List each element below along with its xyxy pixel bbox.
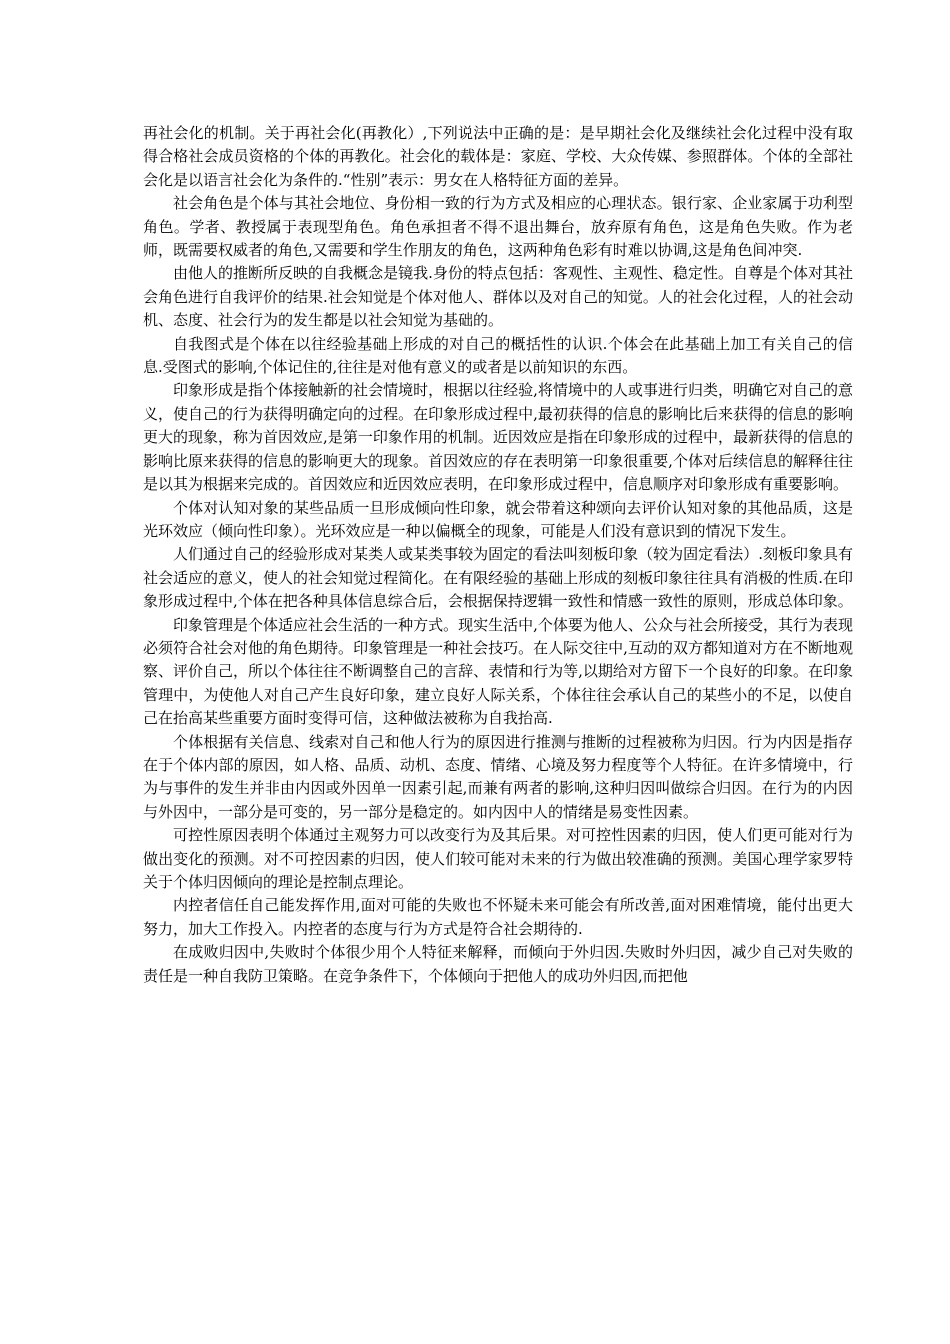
paragraph-halo-effect: 个体对认知对象的某些品质一旦形成倾向性印象，就会带着这种颂向去评价认知对象的其他品质，这是光环效应（倾向性印象）。光环效应是一种以偏概全的现象，可能是人们没有意识到的情况下发生。 (143, 498, 853, 540)
paragraph-internal-locus: 内控者信任自己能发挥作用,面对可能的失败也不怀疑未来可能会有所改善,面对困难情境，能付出更大努力，加大工作投入。内控者的态度与行为方式是符合社会期待的. (143, 896, 853, 938)
paragraph-attribution: 个体根据有关信息、线索对自己和他人行为的原因进行推测与推断的过程被称为归因。行为内因是指存在于个体内部的原因，如人格、品质、动机、态度、情绪、心境及努力程度等个人特征。在许多情境中，行为与事件的发生并非由内因或外因单一因素引起,而兼有两者的影响,这种归因叫做综合归因。在行为的内因与外因中，一部分是可变的，另一部分是稳定的。如内因中人的情绪是易变性因素。 (143, 732, 853, 821)
paragraph-social-role: 社会角色是个体与其社会地位、身份相一致的行为方式及相应的心理状态。银行家、企业家属于功利型角色。学者、教授属于表现型角色。角色承担者不得不退出舞台，放弃原有角色，这是角色失败。作为老师，既需要权威者的角色,又需要和学生作朋友的角色，这两种角色彩有时难以协调,这是角色间冲突. (143, 194, 853, 260)
document-body (143, 122, 853, 988)
paragraph-impression-formation: 印象形成是指个体接触新的社会情境时，根据以往经验,将情境中的人或事进行归类，明确它对自己的意义，使自己的行为获得明确定向的过程。在印象形成过程中,最初获得的信息的影响比后来获得的信息的影响更大的现象，称为首因效应,是第一印象作用的机制。近因效应是指在印象形成的过程中，最新获得的信息的影响比原来获得的信息的影响更大的现象。首因效应的存在表明第一印象很重要,个体对后续信息的解释往往是以其为根据来完成的。首因效应和近因效应表明，在印象形成过程中，信息顺序对印象形成有重要影响。 (143, 381, 853, 494)
paragraph-controllability: 可控性原因表明个体通过主观努力可以改变行为及其后果。对可控性因素的归因，使人们更可能对行为做出变化的预测。对不可控因素的归因，使人们较可能对未来的行为做出较准确的预测。美国心理学家罗特关于个体归因倾向的理论是控制点理论。 (143, 826, 853, 891)
paragraph-looking-glass-self: 由他人的推断所反映的自我概念是镜我.身份的特点包括：客观性、主观性、稳定性。自尊是个体对其社会角色进行自我评价的结果.社会知觉是个体对他人、群体以及对自己的知觉。人的社会化过程，人的社会动机、态度、社会行为的发生都是以社会知觉为基础的。 (143, 264, 853, 330)
paragraph-impression-management: 印象管理是个体适应社会生活的一种方式。现实生活中,个体要为他人、公众与社会所接受，其行为表现必须符合社会对他的角色期待。印象管理是一种社会技巧。在人际交往中,互动的双方都知道对方在不断地观察、评价自己，所以个体往往不断调整自己的言辞、表情和行为等,以期给对方留下一个良好的印象。在印象管理中，为使他人对自己产生良好印象，建立良好人际关系，个体往往会承认自己的某些小的不足，以使自己在抬高某些重要方面时变得可信，这种做法被称为自我抬高. (143, 615, 853, 728)
paragraph-stereotype: 人们通过自己的经验形成对某类人或某类事较为固定的看法叫刻板印象（较为固定看法）.刻板印象具有社会适应的意义，使人的社会知觉过程简化。在有限经验的基础上形成的刻板印象往往具有消极的性质.在印象形成过程中,个体在把各种具体信息综合后，会根据保持逻辑一致性和情感一致性的原则，形成总体印象。 (143, 545, 853, 611)
paragraph-self-schema: 自我图式是个体在以往经验基础上形成的对自己的概括性的认识.个体会在此基础上加工有关自己的信息.受图式的影响,个体记住的,往往是对他有意义的或者是以前知识的东西。 (143, 334, 853, 377)
paragraph-success-failure-attribution: 在成败归因中,失败时个体很少用个人特征来解释，而倾向于外归因.失败时外归因，减少自己对失败的责任是一种自我防卫策略。在竞争条件下，个体倾向于把他人的成功外归因,而把他 (143, 943, 853, 985)
paragraph-resocialization: 再社会化的机制。关于再社会化(再教化）,下列说法中正确的是：是早期社会化及继续社会化过程中没有取得合格社会成员资格的个体的再教化。社会化的载体是：家庭、学校、大众传媒、参照群体。个体的全部社会化是以语言社会化为条件的.“性别”表示：男女在人格特征方面的差异。 (143, 124, 853, 189)
